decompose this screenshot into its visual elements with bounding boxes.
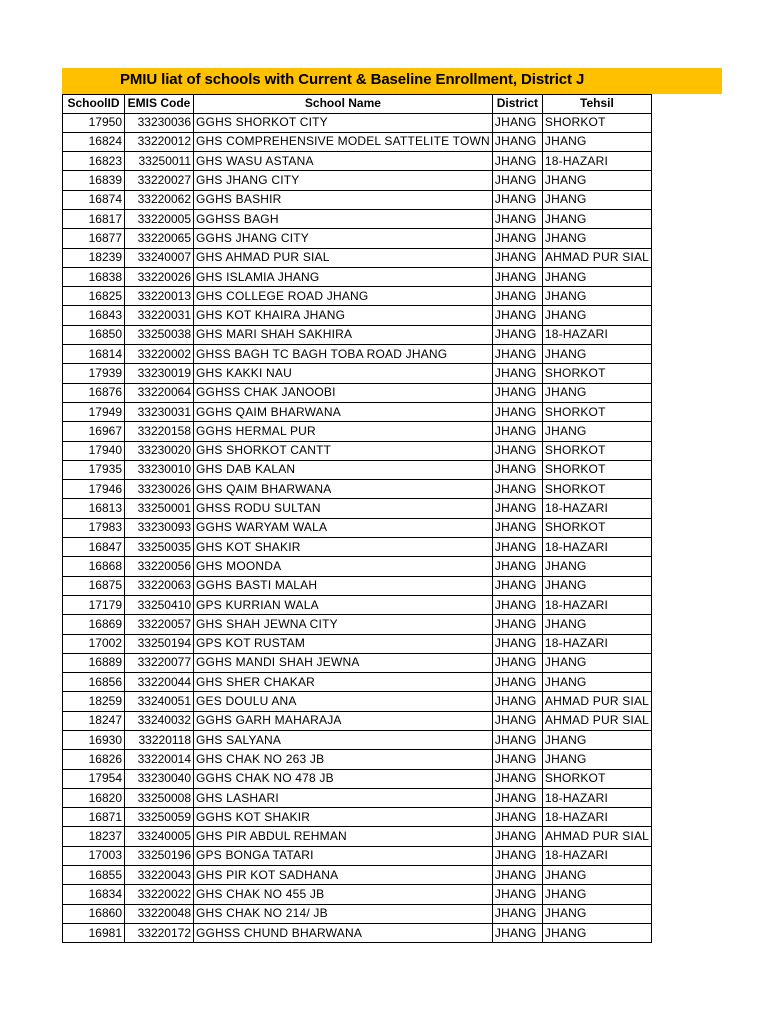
cell-district[interactable]: JHANG (492, 364, 542, 383)
cell-school-name[interactable]: GHS AHMAD PUR SIAL (194, 248, 493, 267)
cell-school-id[interactable]: 16869 (63, 615, 125, 634)
cell-school-name[interactable]: GHS SHAH JEWNA CITY (194, 615, 493, 634)
cell-school-name[interactable]: GGHSS CHUND BHARWANA (194, 923, 493, 942)
cell-tehsil[interactable]: JHANG (542, 923, 651, 942)
cell-district[interactable]: JHANG (492, 422, 542, 441)
cell-school-name[interactable]: GGHS JHANG CITY (194, 229, 493, 248)
cell-emis-code[interactable]: 33220158 (125, 422, 194, 441)
table-row (63, 248, 652, 267)
cell-school-name[interactable]: GHS SHORKOT CANTT (194, 441, 493, 460)
table-row (63, 518, 652, 537)
table-row (63, 229, 652, 248)
cell-school-name[interactable]: GHS PIR KOT SADHANA (194, 866, 493, 885)
cell-school-name[interactable]: GES DOULU ANA (194, 692, 493, 711)
cell-emis-code[interactable]: 33250011 (125, 152, 194, 171)
cell-emis-code[interactable]: 33220064 (125, 383, 194, 402)
table-row (63, 364, 652, 383)
cell-emis-code[interactable]: 33230020 (125, 441, 194, 460)
cell-tehsil[interactable]: AHMAD PUR SIAL (542, 248, 651, 267)
cell-emis-code[interactable]: 33220014 (125, 750, 194, 769)
cell-school-name[interactable]: GHS MARI SHAH SAKHIRA (194, 325, 493, 344)
cell-school-id[interactable]: 16825 (63, 287, 125, 306)
sheet-title-bar (62, 68, 722, 94)
cell-school-id[interactable]: 17946 (63, 480, 125, 499)
cell-tehsil[interactable]: 18-HAZARI (542, 152, 651, 171)
table-row (63, 113, 652, 132)
cell-school-name[interactable]: GHS QAIM BHARWANA (194, 480, 493, 499)
cell-district[interactable]: JHANG (492, 345, 542, 364)
cell-district[interactable]: JHANG (492, 383, 542, 402)
cell-emis-code[interactable]: 33220077 (125, 653, 194, 672)
cell-district[interactable]: JHANG (492, 229, 542, 248)
cell-school-id[interactable]: 17003 (63, 846, 125, 865)
cell-school-id[interactable]: 17950 (63, 113, 125, 132)
table-row (63, 538, 652, 557)
cell-school-name[interactable]: GPS KURRIAN WALA (194, 595, 493, 614)
table-row (63, 653, 652, 672)
cell-district[interactable]: JHANG (492, 885, 542, 904)
cell-district[interactable]: JHANG (492, 152, 542, 171)
header-district[interactable]: District (492, 95, 542, 114)
table-row (63, 827, 652, 846)
cell-emis-code[interactable]: 33240007 (125, 248, 194, 267)
table-row (63, 885, 652, 904)
cell-emis-code[interactable]: 33220013 (125, 287, 194, 306)
table-row (63, 904, 652, 923)
cell-emis-code[interactable]: 33250059 (125, 808, 194, 827)
cell-tehsil[interactable]: JHANG (542, 904, 651, 923)
cell-tehsil[interactable]: JHANG (542, 615, 651, 634)
cell-district[interactable]: JHANG (492, 499, 542, 518)
cell-school-id[interactable]: 17939 (63, 364, 125, 383)
cell-tehsil[interactable]: JHANG (542, 306, 651, 325)
cell-school-name[interactable]: GGHS GARH MAHARAJA (194, 711, 493, 730)
cell-emis-code[interactable]: 33250008 (125, 788, 194, 807)
cell-emis-code[interactable]: 33220005 (125, 209, 194, 228)
cell-school-name[interactable]: GHS CHAK NO 263 JB (194, 750, 493, 769)
cell-emis-code[interactable]: 33220044 (125, 673, 194, 692)
cell-emis-code[interactable]: 33220172 (125, 923, 194, 942)
cell-emis-code[interactable]: 33230040 (125, 769, 194, 788)
cell-tehsil[interactable]: JHANG (542, 345, 651, 364)
cell-school-id[interactable]: 16868 (63, 557, 125, 576)
cell-school-name[interactable]: GHS COMPREHENSIVE MODEL SATTELITE TOWN (194, 132, 493, 151)
cell-school-id[interactable]: 16930 (63, 731, 125, 750)
cell-school-id[interactable]: 16875 (63, 576, 125, 595)
cell-district[interactable]: JHANG (492, 634, 542, 653)
table-row (63, 267, 652, 286)
header-school-name[interactable]: School Name (194, 95, 493, 114)
schools-table (62, 94, 652, 943)
table-row (63, 190, 652, 209)
cell-tehsil[interactable]: JHANG (542, 557, 651, 576)
cell-emis-code[interactable]: 33230026 (125, 480, 194, 499)
cell-district[interactable]: JHANG (492, 132, 542, 151)
header-emis-code[interactable]: EMIS Code (125, 95, 194, 114)
cell-emis-code[interactable]: 33220057 (125, 615, 194, 634)
cell-school-name[interactable]: GGHS BASTI MALAH (194, 576, 493, 595)
cell-district[interactable]: JHANG (492, 846, 542, 865)
header-tehsil[interactable]: Tehsil (542, 95, 651, 114)
cell-tehsil[interactable]: SHORKOT (542, 769, 651, 788)
cell-school-name[interactable]: GGHS BASHIR (194, 190, 493, 209)
cell-tehsil[interactable]: JHANG (542, 422, 651, 441)
cell-school-name[interactable]: GGHS WARYAM WALA (194, 518, 493, 537)
cell-school-id[interactable]: 17179 (63, 595, 125, 614)
cell-tehsil[interactable]: JHANG (542, 576, 651, 595)
cell-school-id[interactable]: 17983 (63, 518, 125, 537)
cell-emis-code[interactable]: 33220012 (125, 132, 194, 151)
cell-emis-code[interactable]: 33220048 (125, 904, 194, 923)
cell-school-id[interactable]: 17940 (63, 441, 125, 460)
cell-district[interactable]: JHANG (492, 731, 542, 750)
cell-tehsil[interactable]: JHANG (542, 229, 651, 248)
cell-school-id[interactable]: 18237 (63, 827, 125, 846)
cell-emis-code[interactable]: 33240005 (125, 827, 194, 846)
cell-school-name[interactable]: GGHSS BAGH (194, 209, 493, 228)
cell-district[interactable]: JHANG (492, 190, 542, 209)
cell-emis-code[interactable]: 33220026 (125, 267, 194, 286)
cell-tehsil[interactable]: JHANG (542, 190, 651, 209)
table-row (63, 557, 652, 576)
cell-school-id[interactable]: 16834 (63, 885, 125, 904)
cell-school-name[interactable]: GGHS HERMAL PUR (194, 422, 493, 441)
cell-district[interactable]: JHANG (492, 538, 542, 557)
cell-school-id[interactable]: 16843 (63, 306, 125, 325)
header-school-id[interactable]: SchoolID (63, 95, 125, 114)
table-row (63, 499, 652, 518)
cell-school-id[interactable]: 18239 (63, 248, 125, 267)
cell-district[interactable]: JHANG (492, 171, 542, 190)
cell-school-id[interactable]: 16876 (63, 383, 125, 402)
cell-tehsil[interactable]: JHANG (542, 673, 651, 692)
cell-school-id[interactable]: 17954 (63, 769, 125, 788)
cell-tehsil[interactable]: JHANG (542, 267, 651, 286)
cell-emis-code[interactable]: 33230019 (125, 364, 194, 383)
cell-tehsil[interactable]: JHANG (542, 209, 651, 228)
cell-school-name[interactable]: GGHS KOT SHAKIR (194, 808, 493, 827)
cell-district[interactable]: JHANG (492, 209, 542, 228)
table-row (63, 788, 652, 807)
cell-district[interactable]: JHANG (492, 866, 542, 885)
cell-tehsil[interactable]: JHANG (542, 171, 651, 190)
cell-emis-code[interactable]: 33220022 (125, 885, 194, 904)
cell-school-id[interactable]: 16981 (63, 923, 125, 942)
cell-tehsil[interactable]: 18-HAZARI (542, 595, 651, 614)
cell-emis-code[interactable]: 33250196 (125, 846, 194, 865)
cell-district[interactable]: JHANG (492, 441, 542, 460)
table-row (63, 711, 652, 730)
cell-emis-code[interactable]: 33230036 (125, 113, 194, 132)
cell-school-name[interactable]: GHS JHANG CITY (194, 171, 493, 190)
cell-tehsil[interactable]: 18-HAZARI (542, 808, 651, 827)
table-row (63, 750, 652, 769)
table-row (63, 171, 652, 190)
table-row (63, 132, 652, 151)
cell-school-name[interactable]: GGHS CHAK NO 478 JB (194, 769, 493, 788)
cell-emis-code[interactable]: 33220062 (125, 190, 194, 209)
cell-school-name[interactable]: GHSS RODU SULTAN (194, 499, 493, 518)
cell-emis-code[interactable]: 33220043 (125, 866, 194, 885)
cell-school-id[interactable]: 16813 (63, 499, 125, 518)
cell-emis-code[interactable]: 33250410 (125, 595, 194, 614)
cell-school-name[interactable]: GHS ISLAMIA JHANG (194, 267, 493, 286)
cell-school-name[interactable]: GHS DAB KALAN (194, 460, 493, 479)
table-row (63, 306, 652, 325)
table-row (63, 731, 652, 750)
table-row (63, 769, 652, 788)
cell-tehsil[interactable]: JHANG (542, 287, 651, 306)
table-row (63, 576, 652, 595)
cell-district[interactable]: JHANG (492, 287, 542, 306)
cell-tehsil[interactable]: SHORKOT (542, 518, 651, 537)
cell-district[interactable]: JHANG (492, 769, 542, 788)
cell-emis-code[interactable]: 33220002 (125, 345, 194, 364)
cell-district[interactable]: JHANG (492, 615, 542, 634)
table-row (63, 441, 652, 460)
table-row (63, 615, 652, 634)
cell-school-id[interactable]: 18259 (63, 692, 125, 711)
cell-school-id[interactable]: 16889 (63, 653, 125, 672)
cell-emis-code[interactable]: 33220031 (125, 306, 194, 325)
table-row (63, 846, 652, 865)
cell-school-id[interactable]: 16820 (63, 788, 125, 807)
cell-tehsil[interactable]: SHORKOT (542, 364, 651, 383)
cell-emis-code[interactable]: 33230031 (125, 402, 194, 421)
cell-emis-code[interactable]: 33220027 (125, 171, 194, 190)
cell-district[interactable]: JHANG (492, 595, 542, 614)
cell-school-name[interactable]: GHS SHER CHAKAR (194, 673, 493, 692)
cell-school-id[interactable]: 16850 (63, 325, 125, 344)
cell-school-name[interactable]: GPS KOT RUSTAM (194, 634, 493, 653)
cell-district[interactable]: JHANG (492, 576, 542, 595)
cell-school-id[interactable]: 16877 (63, 229, 125, 248)
cell-tehsil[interactable]: 18-HAZARI (542, 634, 651, 653)
cell-district[interactable]: JHANG (492, 325, 542, 344)
cell-tehsil[interactable]: SHORKOT (542, 441, 651, 460)
cell-tehsil[interactable]: 18-HAZARI (542, 538, 651, 557)
cell-emis-code[interactable]: 33220063 (125, 576, 194, 595)
cell-school-id[interactable]: 18247 (63, 711, 125, 730)
cell-tehsil[interactable]: JHANG (542, 383, 651, 402)
table-row (63, 808, 652, 827)
cell-tehsil[interactable]: SHORKOT (542, 402, 651, 421)
cell-emis-code[interactable]: 33240032 (125, 711, 194, 730)
cell-emis-code[interactable]: 33250001 (125, 499, 194, 518)
cell-school-id[interactable]: 16826 (63, 750, 125, 769)
cell-school-id[interactable]: 16855 (63, 866, 125, 885)
cell-school-name[interactable]: GGHS SHORKOT CITY (194, 113, 493, 132)
cell-district[interactable]: JHANG (492, 267, 542, 286)
cell-school-name[interactable]: GHSS BAGH TC BAGH TOBA ROAD JHANG (194, 345, 493, 364)
sheet-title: PMIU liat of schools with Current & Baseline Enrollment, District J (120, 71, 585, 88)
cell-district[interactable]: JHANG (492, 518, 542, 537)
cell-district[interactable]: JHANG (492, 827, 542, 846)
cell-district[interactable]: JHANG (492, 711, 542, 730)
cell-school-name[interactable]: GHS COLLEGE ROAD JHANG (194, 287, 493, 306)
cell-school-id[interactable]: 17949 (63, 402, 125, 421)
cell-school-name[interactable]: GHS KOT SHAKIR (194, 538, 493, 557)
table-row (63, 480, 652, 499)
cell-district[interactable]: JHANG (492, 653, 542, 672)
cell-school-name[interactable]: GHS SALYANA (194, 731, 493, 750)
table-row (63, 287, 652, 306)
table-row (63, 345, 652, 364)
cell-tehsil[interactable]: JHANG (542, 750, 651, 769)
header-row (63, 95, 652, 114)
cell-emis-code[interactable]: 33240051 (125, 692, 194, 711)
cell-district[interactable]: JHANG (492, 673, 542, 692)
cell-district[interactable]: JHANG (492, 904, 542, 923)
cell-tehsil[interactable]: JHANG (542, 653, 651, 672)
cell-school-id[interactable]: 16838 (63, 267, 125, 286)
table-body (63, 113, 652, 943)
cell-school-id[interactable]: 16860 (63, 904, 125, 923)
cell-district[interactable]: JHANG (492, 923, 542, 942)
cell-district[interactable]: JHANG (492, 788, 542, 807)
cell-tehsil[interactable]: JHANG (542, 731, 651, 750)
table-row (63, 866, 652, 885)
cell-school-name[interactable]: GHS WASU ASTANA (194, 152, 493, 171)
cell-school-id[interactable]: 16814 (63, 345, 125, 364)
cell-school-name[interactable]: GHS KAKKI NAU (194, 364, 493, 383)
cell-school-id[interactable]: 16874 (63, 190, 125, 209)
cell-tehsil[interactable]: SHORKOT (542, 480, 651, 499)
cell-tehsil[interactable]: AHMAD PUR SIAL (542, 827, 651, 846)
cell-tehsil[interactable]: JHANG (542, 885, 651, 904)
cell-school-id[interactable]: 16871 (63, 808, 125, 827)
cell-school-name[interactable]: GHS PIR ABDUL REHMAN (194, 827, 493, 846)
cell-emis-code[interactable]: 33230010 (125, 460, 194, 479)
cell-school-name[interactable]: GGHSS CHAK JANOOBI (194, 383, 493, 402)
cell-district[interactable]: JHANG (492, 557, 542, 576)
cell-school-name[interactable]: GHS MOONDA (194, 557, 493, 576)
cell-emis-code[interactable]: 33220056 (125, 557, 194, 576)
cell-emis-code[interactable]: 33230093 (125, 518, 194, 537)
table-row (63, 209, 652, 228)
cell-emis-code[interactable]: 33220065 (125, 229, 194, 248)
cell-emis-code[interactable]: 33250035 (125, 538, 194, 557)
cell-school-id[interactable]: 16847 (63, 538, 125, 557)
cell-school-name[interactable]: GGHS QAIM BHARWANA (194, 402, 493, 421)
table-row (63, 692, 652, 711)
cell-school-id[interactable]: 16824 (63, 132, 125, 151)
cell-district[interactable]: JHANG (492, 402, 542, 421)
cell-district[interactable]: JHANG (492, 248, 542, 267)
cell-district[interactable]: JHANG (492, 480, 542, 499)
cell-school-name[interactable]: GHS LASHARI (194, 788, 493, 807)
table-row (63, 383, 652, 402)
cell-district[interactable]: JHANG (492, 808, 542, 827)
cell-school-id[interactable]: 16856 (63, 673, 125, 692)
cell-district[interactable]: JHANG (492, 692, 542, 711)
cell-school-name[interactable]: GHS KOT KHAIRA JHANG (194, 306, 493, 325)
cell-tehsil[interactable]: 18-HAZARI (542, 325, 651, 344)
cell-tehsil[interactable]: 18-HAZARI (542, 499, 651, 518)
table-row (63, 422, 652, 441)
cell-school-id[interactable]: 17002 (63, 634, 125, 653)
cell-tehsil[interactable]: 18-HAZARI (542, 846, 651, 865)
cell-school-name[interactable]: GPS BONGA TATARI (194, 846, 493, 865)
table-row (63, 673, 652, 692)
cell-district[interactable]: JHANG (492, 306, 542, 325)
cell-tehsil[interactable]: 18-HAZARI (542, 788, 651, 807)
cell-school-id[interactable]: 16967 (63, 422, 125, 441)
table-row (63, 634, 652, 653)
cell-emis-code[interactable]: 33250038 (125, 325, 194, 344)
cell-tehsil[interactable]: AHMAD PUR SIAL (542, 711, 651, 730)
cell-school-id[interactable]: 16823 (63, 152, 125, 171)
cell-school-name[interactable]: GHS CHAK NO 214/ JB (194, 904, 493, 923)
table-row (63, 595, 652, 614)
cell-school-id[interactable]: 16839 (63, 171, 125, 190)
cell-school-name[interactable]: GHS CHAK NO 455 JB (194, 885, 493, 904)
cell-emis-code[interactable]: 33220118 (125, 731, 194, 750)
cell-district[interactable]: JHANG (492, 460, 542, 479)
cell-district[interactable]: JHANG (492, 750, 542, 769)
cell-tehsil[interactable]: AHMAD PUR SIAL (542, 692, 651, 711)
cell-emis-code[interactable]: 33250194 (125, 634, 194, 653)
table-row (63, 152, 652, 171)
cell-tehsil[interactable]: SHORKOT (542, 460, 651, 479)
table-row (63, 325, 652, 344)
cell-district[interactable]: JHANG (492, 113, 542, 132)
cell-tehsil[interactable]: JHANG (542, 132, 651, 151)
table-row (63, 402, 652, 421)
cell-school-name[interactable]: GGHS MANDI SHAH JEWNA (194, 653, 493, 672)
cell-tehsil[interactable]: SHORKOT (542, 113, 651, 132)
cell-tehsil[interactable]: JHANG (542, 866, 651, 885)
table-row (63, 460, 652, 479)
cell-school-id[interactable]: 16817 (63, 209, 125, 228)
cell-school-id[interactable]: 17935 (63, 460, 125, 479)
table-row (63, 923, 652, 942)
